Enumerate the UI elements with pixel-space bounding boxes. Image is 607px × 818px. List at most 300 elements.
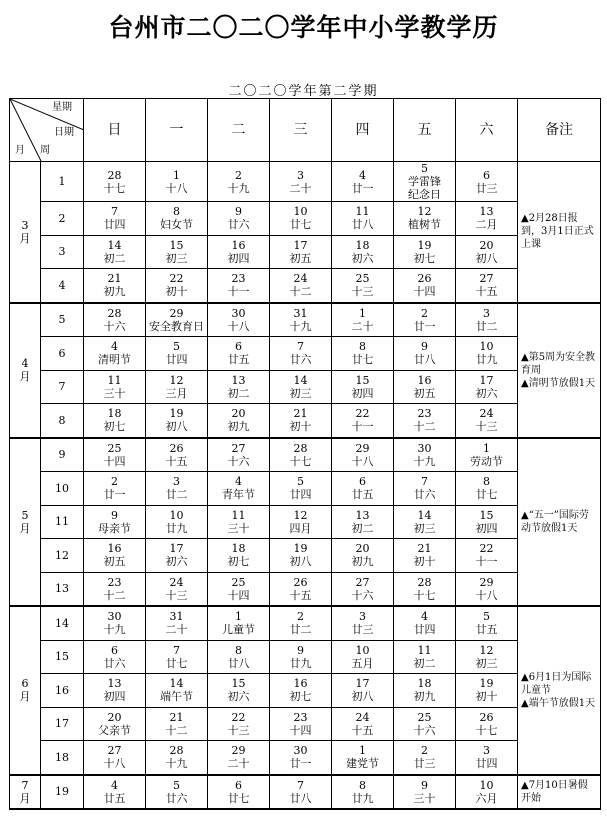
header-day-tue: 二 — [208, 99, 270, 162]
day-cell — [84, 741, 146, 775]
week-number: 5 — [41, 303, 84, 337]
day-cell — [332, 674, 394, 708]
week-row — [10, 775, 601, 810]
day-cell — [84, 438, 146, 472]
day-number: 1 — [483, 441, 490, 455]
day-cell — [146, 606, 208, 640]
week-row — [10, 539, 601, 573]
month-label: 4 月 — [10, 303, 41, 438]
day-number: 22 — [231, 710, 246, 724]
day-note: 十八 — [475, 588, 498, 602]
day-cell — [456, 370, 518, 404]
day-number: 17 — [479, 373, 494, 387]
week-row — [10, 202, 601, 236]
header-day-mon: 一 — [146, 99, 208, 162]
day-cell — [146, 775, 208, 810]
month-label: 6 月 — [10, 606, 41, 775]
day-number: 24 — [479, 407, 494, 421]
day-cell — [270, 438, 332, 472]
day-number: 4 — [111, 778, 118, 792]
day-note: 廿九 — [289, 656, 312, 670]
day-number: 9 — [421, 778, 428, 792]
day-cell — [456, 775, 518, 810]
day-note: 初八 — [351, 690, 374, 704]
day-cell — [84, 269, 146, 303]
day-cell — [84, 707, 146, 741]
day-number: 26 — [293, 575, 308, 589]
week-number: 17 — [41, 707, 84, 741]
day-cell — [84, 162, 146, 202]
day-note: 六月 — [475, 791, 498, 805]
day-note: 十三 — [351, 285, 374, 299]
day-number: 8 — [173, 205, 180, 219]
day-cell — [270, 707, 332, 741]
day-note: 十五 — [165, 454, 188, 468]
day-number: 19 — [169, 407, 184, 421]
day-cell — [456, 202, 518, 236]
day-number: 30 — [293, 744, 308, 758]
week-row — [10, 235, 601, 269]
day-number: 18 — [417, 677, 432, 691]
day-note: 学雷锋 纪念日 — [408, 175, 441, 201]
day-cell — [270, 539, 332, 573]
day-number: 15 — [479, 508, 494, 522]
month-remark: ▲6月1日为国际儿童节 ▲端午节放假1天 — [518, 606, 601, 775]
day-note: 初七 — [103, 420, 126, 434]
day-cell — [208, 404, 270, 438]
day-cell — [394, 707, 456, 741]
day-cell — [270, 674, 332, 708]
day-number: 26 — [169, 441, 184, 455]
day-number: 11 — [231, 508, 246, 522]
month-remark: ▲7月10日暑假开始 — [518, 775, 601, 810]
week-row — [10, 640, 601, 674]
day-cell — [456, 269, 518, 303]
day-cell — [208, 162, 270, 202]
day-note: 初六 — [165, 555, 188, 569]
week-row — [10, 741, 601, 775]
day-number: 21 — [107, 272, 122, 286]
day-note: 十八 — [103, 757, 126, 771]
day-note: 廿九 — [165, 521, 188, 535]
day-note: 初二 — [103, 251, 126, 265]
day-number: 7 — [173, 643, 180, 657]
day-cell — [270, 162, 332, 202]
day-cell — [456, 741, 518, 775]
day-number: 6 — [359, 475, 366, 489]
day-note: 初十 — [165, 285, 188, 299]
day-number: 4 — [421, 610, 428, 624]
week-row — [10, 438, 601, 472]
day-note: 十六 — [351, 588, 374, 602]
day-number: 10 — [479, 778, 494, 792]
day-number: 1 — [359, 306, 366, 320]
day-number: 30 — [231, 306, 246, 320]
day-number: 27 — [107, 744, 122, 758]
day-cell — [208, 370, 270, 404]
day-cell — [394, 775, 456, 810]
day-cell — [270, 572, 332, 606]
day-number: 11 — [107, 373, 122, 387]
week-number: 1 — [41, 162, 84, 202]
day-number: 16 — [107, 542, 122, 556]
day-number: 3 — [173, 475, 180, 489]
day-cell — [146, 472, 208, 506]
day-note: 十六 — [227, 454, 250, 468]
day-number: 6 — [235, 340, 242, 354]
day-cell — [84, 674, 146, 708]
day-note: 二十 — [227, 757, 250, 771]
day-cell — [146, 269, 208, 303]
day-cell — [146, 303, 208, 337]
day-number: 28 — [169, 744, 184, 758]
day-number: 11 — [355, 205, 370, 219]
day-cell — [270, 404, 332, 438]
day-note: 十二 — [165, 723, 188, 737]
header-corner-cell — [10, 99, 84, 162]
day-cell — [208, 303, 270, 337]
day-number: 9 — [111, 508, 118, 522]
day-cell — [394, 572, 456, 606]
day-note: 廿五 — [475, 623, 498, 637]
day-note: 十二 — [413, 420, 436, 434]
day-note: 廿七 — [475, 488, 498, 502]
day-number: 1 — [359, 744, 366, 758]
day-note: 廿八 — [227, 656, 250, 670]
day-note: 廿八 — [289, 791, 312, 805]
day-number: 31 — [169, 610, 184, 624]
day-number: 26 — [417, 272, 432, 286]
day-cell — [394, 674, 456, 708]
day-note: 五月 — [351, 656, 374, 670]
day-note: 廿八 — [413, 353, 436, 367]
day-note: 十一 — [475, 555, 498, 569]
day-note: 二十 — [165, 623, 188, 637]
day-number: 14 — [169, 677, 184, 691]
day-number: 20 — [479, 238, 494, 252]
day-cell — [84, 235, 146, 269]
day-note: 廿三 — [475, 181, 498, 195]
day-cell — [84, 539, 146, 573]
corner-label-date: 日期 — [54, 127, 74, 138]
day-number: 4 — [235, 475, 242, 489]
day-cell — [208, 505, 270, 539]
day-note: 十二 — [103, 588, 126, 602]
day-cell — [332, 202, 394, 236]
day-number: 22 — [169, 272, 184, 286]
day-number: 27 — [231, 441, 246, 455]
header-day-thu: 四 — [332, 99, 394, 162]
day-number: 9 — [235, 205, 242, 219]
week-number: 16 — [41, 674, 84, 708]
day-note: 初六 — [227, 690, 250, 704]
day-note: 廿六 — [103, 656, 126, 670]
day-note: 二十 — [289, 181, 312, 195]
week-row — [10, 303, 601, 337]
day-number: 12 — [417, 205, 432, 219]
page-title: 台州市二〇二〇学年中小学教学历 — [108, 13, 499, 42]
day-number: 31 — [293, 306, 308, 320]
day-cell — [456, 572, 518, 606]
day-number: 8 — [235, 643, 242, 657]
day-note: 妇女节 — [160, 218, 193, 232]
day-note: 十七 — [413, 588, 436, 602]
day-number: 19 — [293, 542, 308, 556]
day-note: 十二 — [289, 285, 312, 299]
day-note: 初三 — [413, 521, 436, 535]
day-cell — [456, 162, 518, 202]
day-cell — [394, 269, 456, 303]
day-cell — [456, 472, 518, 506]
header-day-wed: 三 — [270, 99, 332, 162]
day-note: 初五 — [289, 251, 312, 265]
day-cell — [146, 640, 208, 674]
day-cell — [270, 640, 332, 674]
day-note: 十四 — [103, 454, 126, 468]
day-number: 2 — [421, 744, 428, 758]
month-remark: ▲“五一”国际劳动节放假1天 — [518, 438, 601, 607]
week-number: 14 — [41, 606, 84, 640]
day-cell — [394, 337, 456, 371]
day-note: 廿一 — [413, 319, 436, 333]
day-cell — [208, 640, 270, 674]
day-cell — [332, 438, 394, 472]
week-number: 18 — [41, 741, 84, 775]
week-number: 15 — [41, 640, 84, 674]
day-note: 初八 — [165, 420, 188, 434]
day-cell — [208, 606, 270, 640]
day-note: 初八 — [475, 251, 498, 265]
day-number: 15 — [169, 238, 184, 252]
day-cell — [270, 202, 332, 236]
week-row — [10, 674, 601, 708]
day-note: 十一 — [351, 420, 374, 434]
day-cell — [146, 337, 208, 371]
day-note: 初七 — [227, 555, 250, 569]
day-cell — [270, 775, 332, 810]
day-cell — [394, 370, 456, 404]
day-note: 十五 — [351, 723, 374, 737]
day-cell — [270, 269, 332, 303]
day-note: 廿六 — [413, 488, 436, 502]
day-cell — [146, 539, 208, 573]
day-note: 三十 — [413, 791, 436, 805]
corner-label-month: 月 — [15, 145, 25, 156]
day-number: 10 — [479, 340, 494, 354]
day-note: 十六 — [103, 319, 126, 333]
day-note: 端午节 — [160, 690, 193, 704]
day-note: 十七 — [289, 454, 312, 468]
week-row — [10, 606, 601, 640]
day-note: 十四 — [227, 588, 250, 602]
day-note: 十九 — [413, 454, 436, 468]
day-number: 5 — [421, 162, 428, 175]
day-note: 初九 — [413, 690, 436, 704]
header-day-sun: 日 — [84, 99, 146, 162]
day-note: 廿一 — [103, 488, 126, 502]
day-cell — [146, 505, 208, 539]
day-number: 2 — [235, 168, 242, 182]
day-cell — [394, 741, 456, 775]
day-note: 初七 — [289, 690, 312, 704]
day-note: 廿九 — [351, 791, 374, 805]
day-cell — [394, 235, 456, 269]
day-note: 廿三 — [413, 757, 436, 771]
corner-label-week: 周 — [40, 145, 50, 156]
day-note: 初十 — [413, 555, 436, 569]
day-note: 廿七 — [227, 791, 250, 805]
day-cell — [146, 162, 208, 202]
day-number: 5 — [483, 610, 490, 624]
day-cell — [146, 202, 208, 236]
day-cell — [456, 707, 518, 741]
day-number: 30 — [417, 441, 432, 455]
day-cell — [394, 438, 456, 472]
day-cell — [456, 235, 518, 269]
week-row — [10, 572, 601, 606]
day-cell — [332, 337, 394, 371]
day-number: 10 — [355, 643, 370, 657]
week-row — [10, 404, 601, 438]
day-cell — [84, 640, 146, 674]
day-note: 初四 — [227, 251, 250, 265]
day-number: 24 — [169, 575, 184, 589]
day-cell — [84, 775, 146, 810]
day-number: 13 — [355, 508, 370, 522]
day-number: 5 — [173, 778, 180, 792]
day-number: 22 — [355, 407, 370, 421]
week-number: 4 — [41, 269, 84, 303]
day-number: 28 — [107, 306, 122, 320]
day-note: 初三 — [289, 386, 312, 400]
day-note: 廿七 — [165, 656, 188, 670]
day-note: 廿四 — [289, 488, 312, 502]
day-number: 24 — [355, 710, 370, 724]
day-note: 十五 — [289, 588, 312, 602]
day-number: 16 — [293, 677, 308, 691]
day-number: 10 — [293, 205, 308, 219]
day-cell — [332, 472, 394, 506]
day-number: 18 — [355, 238, 370, 252]
day-number: 7 — [297, 340, 304, 354]
day-number: 14 — [293, 373, 308, 387]
day-number: 12 — [293, 508, 308, 522]
day-number: 8 — [483, 475, 490, 489]
day-cell — [146, 572, 208, 606]
day-number: 8 — [359, 778, 366, 792]
day-number: 12 — [169, 373, 184, 387]
week-number: 7 — [41, 370, 84, 404]
day-note: 十四 — [289, 723, 312, 737]
day-note: 初九 — [103, 285, 126, 299]
day-cell — [270, 505, 332, 539]
day-cell — [146, 235, 208, 269]
day-note: 十一 — [227, 285, 250, 299]
day-note: 清明节 — [98, 353, 131, 367]
day-number: 23 — [231, 272, 246, 286]
day-number: 17 — [293, 238, 308, 252]
header-day-sat: 六 — [456, 99, 518, 162]
day-cell — [208, 269, 270, 303]
week-number: 12 — [41, 539, 84, 573]
day-number: 1 — [235, 610, 242, 624]
day-note: 十七 — [103, 181, 126, 195]
day-cell — [332, 303, 394, 337]
day-cell — [146, 674, 208, 708]
day-number: 7 — [421, 475, 428, 489]
day-number: 12 — [479, 643, 494, 657]
week-number: 13 — [41, 572, 84, 606]
day-cell — [208, 202, 270, 236]
week-row — [10, 472, 601, 506]
day-cell — [270, 235, 332, 269]
header-day-fri: 五 — [394, 99, 456, 162]
day-number: 25 — [355, 272, 370, 286]
day-note: 初四 — [351, 386, 374, 400]
day-number: 16 — [231, 238, 246, 252]
day-number: 13 — [231, 373, 246, 387]
day-cell — [394, 505, 456, 539]
day-note: 廿六 — [289, 353, 312, 367]
day-number: 3 — [483, 744, 490, 758]
day-note: 四月 — [289, 521, 312, 535]
day-note: 初四 — [103, 690, 126, 704]
day-note: 三月 — [165, 386, 188, 400]
day-note: 廿四 — [165, 353, 188, 367]
day-cell — [456, 539, 518, 573]
day-note: 十四 — [413, 285, 436, 299]
day-note: 父亲节 — [98, 723, 131, 737]
day-number: 5 — [173, 340, 180, 354]
day-cell — [394, 303, 456, 337]
day-note: 母亲节 — [98, 521, 131, 535]
day-number: 22 — [479, 542, 494, 556]
day-note: 初八 — [289, 555, 312, 569]
day-note: 十九 — [165, 757, 188, 771]
day-cell — [146, 707, 208, 741]
day-cell — [332, 707, 394, 741]
day-note: 廿四 — [413, 623, 436, 637]
week-row — [10, 505, 601, 539]
day-number: 7 — [111, 205, 118, 219]
day-note: 初十 — [289, 420, 312, 434]
day-note: 十五 — [475, 285, 498, 299]
week-row — [10, 337, 601, 371]
day-number: 13 — [479, 205, 494, 219]
week-number: 8 — [41, 404, 84, 438]
day-cell — [208, 438, 270, 472]
week-row — [10, 269, 601, 303]
day-number: 27 — [479, 272, 494, 286]
day-note: 廿一 — [351, 181, 374, 195]
day-cell — [208, 337, 270, 371]
day-note: 十六 — [413, 723, 436, 737]
day-number: 8 — [359, 340, 366, 354]
day-note: 十三 — [165, 588, 188, 602]
week-row — [10, 707, 601, 741]
calendar-table — [9, 98, 601, 810]
day-note: 初十 — [475, 690, 498, 704]
day-cell — [394, 472, 456, 506]
day-number: 14 — [107, 238, 122, 252]
week-number: 11 — [41, 505, 84, 539]
day-cell — [208, 572, 270, 606]
day-note: 廿六 — [165, 791, 188, 805]
day-note: 初六 — [475, 386, 498, 400]
day-cell — [84, 472, 146, 506]
day-number: 3 — [483, 306, 490, 320]
day-number: 15 — [355, 373, 370, 387]
